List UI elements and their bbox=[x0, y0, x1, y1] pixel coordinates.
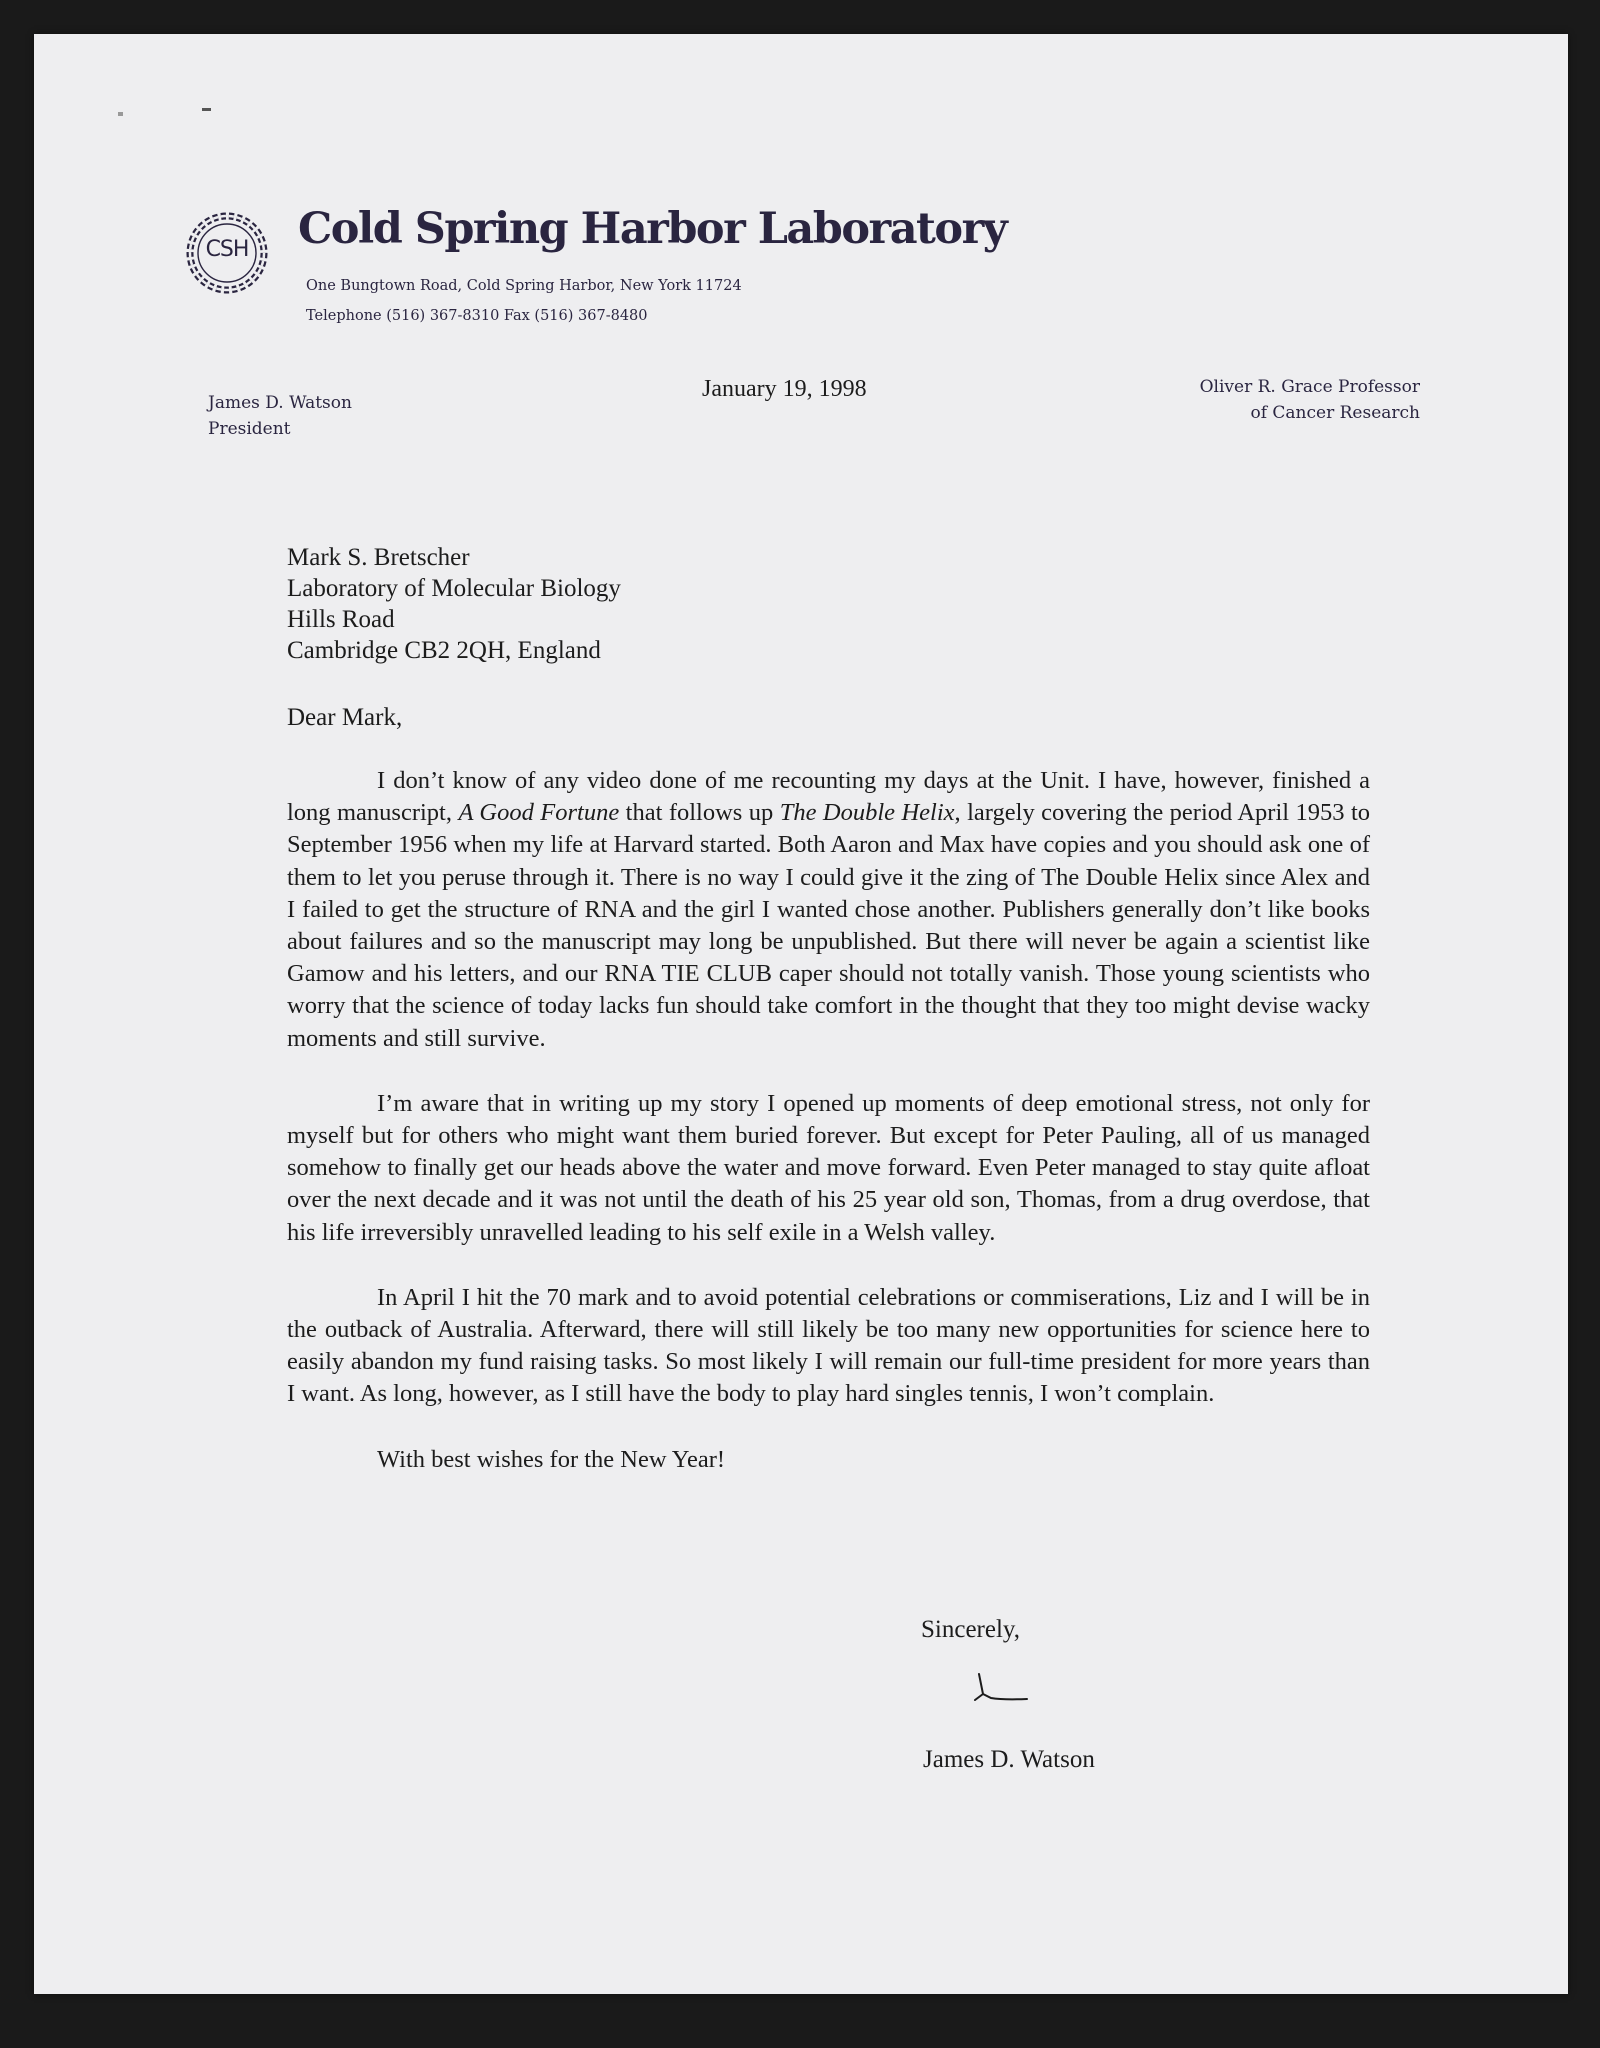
paragraph-1-text-a: I don’t know of any video done of me recounting my days at the Unit. I have, however, finished a long manuscript, bbox=[287, 767, 1370, 827]
book-title-a-good-fortune: A Good Fortune bbox=[458, 799, 620, 827]
organization-address: One Bungtown Road, Cold Spring Harbor, New York 11724 bbox=[306, 278, 742, 294]
professorship-line-2: of Cancer Research bbox=[1250, 403, 1420, 423]
closing-wishes: With best wishes for the New Year! bbox=[377, 1445, 726, 1473]
paper-speck bbox=[202, 108, 211, 111]
book-title-the-double-helix: The Double Helix bbox=[779, 799, 955, 827]
signer-name: James D. Watson bbox=[923, 1746, 1095, 1773]
paragraph-1 bbox=[287, 765, 1370, 1055]
recipient-line: Cambridge CB2 2QH, England bbox=[287, 637, 601, 664]
recipient-line: Laboratory of Molecular Biology bbox=[287, 575, 621, 602]
paragraph-3: In April I hit the 70 mark and to avoid potential celebrations or commiserations, Liz and I will be in the outback of Australia. Afterward, there will still likely be too many new opportunities for science here to easily abandon my fund raising tasks. So most likely I will remain our full-time president for more years than I want. As long, however, as I still have the body to play hard singles tennis, I won’t complain. bbox=[287, 1283, 1370, 1408]
sender-name: James D. Watson bbox=[208, 393, 352, 413]
paragraph-2: I’m aware that in writing up my story I opened up moments of deep emotional stress, not only for myself but for others who might want them buried forever. But except for Peter Pauling, all of us managed somehow to finally get our heads above the water and move forward. Even Peter managed to stay quite afloat over the next decade and it was not until the death of his 25 year old son, Thomas, from a drug overdose, that his life irreversibly unravelled leading to his self exile in a Welsh valley. bbox=[287, 1089, 1370, 1246]
organization-telephone: Telephone (516) 367-8310 Fax (516) 367-8480 bbox=[306, 308, 648, 324]
recipient-line: Mark S. Bretscher bbox=[287, 544, 470, 571]
sender-block bbox=[208, 390, 352, 442]
paragraph-1-text-c: , largely covering the period April 1953 to September 1956 when my life at Harvard started. Both Aaron and Max have copies and you should ask one of them to let you peruse through it. There is no way I could give it the zing of The Double Helix since Alex and I failed to get the structure of RNA and the girl I wanted chose another. Publishers generally don’t like books about failures and so the manuscript may long be unpublished. But there will never be again a scientist like Gamow and his letters, and our RNA TIE CLUB caper should not totally vanish. Those young scientists who worry that the science of today lacks fun should take comfort in the thought that they too might devise wacky moments and still survive. bbox=[287, 799, 1370, 1052]
professorship-block bbox=[1200, 374, 1420, 426]
letter-date: January 19, 1998 bbox=[702, 376, 867, 402]
recipient-address bbox=[287, 542, 621, 666]
letter-body bbox=[287, 765, 1370, 1509]
salutation: Dear Mark, bbox=[287, 704, 403, 731]
sender-role: President bbox=[208, 419, 291, 439]
professorship-line-1: Oliver R. Grace Professor bbox=[1199, 377, 1420, 397]
recipient-line: Hills Road bbox=[287, 606, 395, 633]
letter-page bbox=[34, 34, 1568, 1994]
logo-text: CSH bbox=[205, 237, 249, 262]
paragraph-1-text-b: that follows up bbox=[619, 799, 780, 827]
paper-speck bbox=[118, 112, 123, 116]
sign-off: Sincerely, bbox=[921, 1616, 1021, 1643]
organization-name: Cold Spring Harbor Laboratory bbox=[298, 204, 1007, 254]
handwritten-signature bbox=[969, 1670, 1031, 1714]
